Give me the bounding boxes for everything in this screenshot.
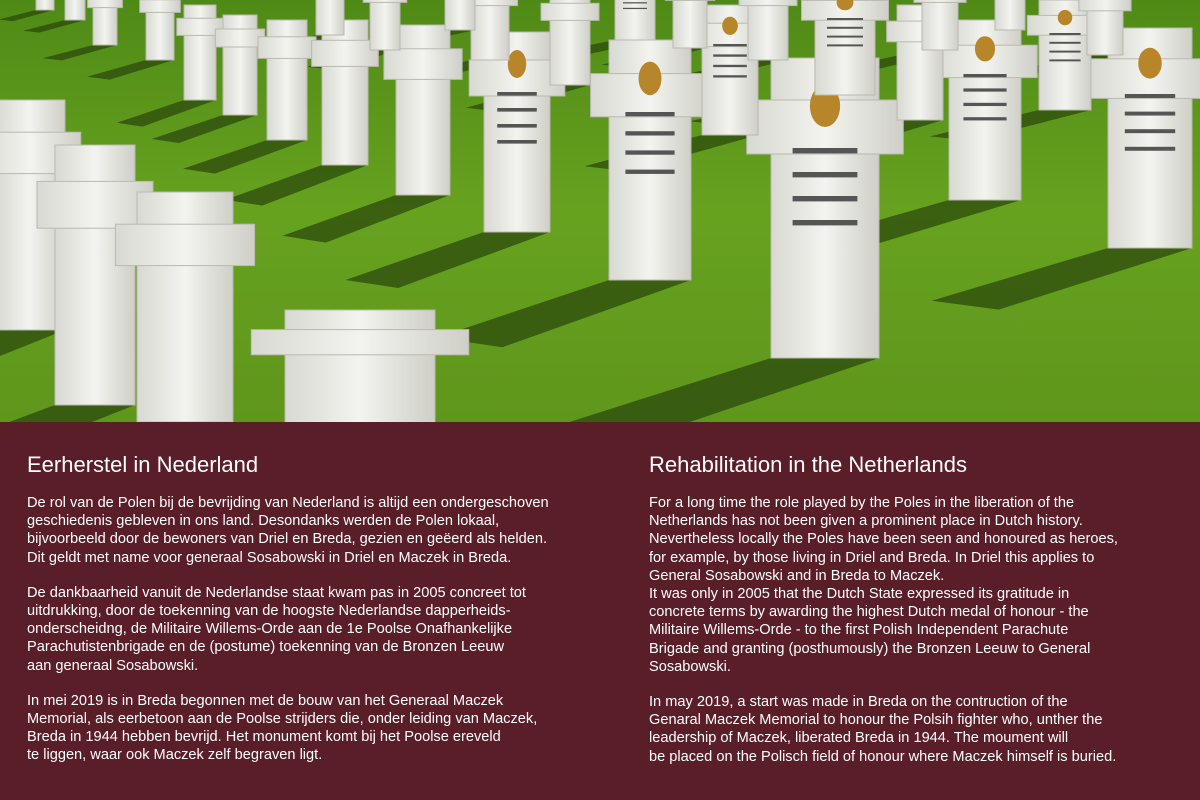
grave-cross [363,0,407,50]
dutch-paragraph-1: De rol van de Polen bij de bevrijding van Nederland is altijd een ondergeschoven geschiedenis gebleven in ons land. Desondanks werden de Polen lokaal, bijvoorbeeld door de bewoners van Driel en Breda, gezien en geëerd als helden. Dit geldt met name voor generaal Sosabowski in Driel en Maczek in Breda. [27,495,549,566]
grave-cross [1079,0,1131,55]
grave-cross [802,0,889,95]
inscription-line [623,2,647,3]
grave-cross [739,0,797,60]
inscription-line [1125,147,1175,151]
polish-eagle-emblem [508,50,526,78]
inscription-line [1049,42,1080,44]
inscription-line [625,112,674,116]
grave-cross [177,5,223,100]
inscription-line [793,196,858,201]
english-paragraph-1: For a long time the role played by the Poles in the liberation of the Netherlands has not been given a prominent place in Dutch history. Nevertheless locally the Poles have been seen and honoured as heroes, for example, by those living in Driel and Breda. In Driel this applies to General Sosabowski and in Breda to Maczek. [649,495,1118,584]
inscription-line [1125,112,1175,116]
grave-cross [914,0,966,50]
grave-cross [665,0,714,48]
grave-cross [988,0,1032,30]
inscription-line [1049,59,1080,61]
inscription-line [497,140,537,144]
inscription-line [963,117,1006,120]
grave-cross [215,15,264,115]
grave-cross [140,0,181,60]
inscription-line [713,54,747,56]
inscription-line [625,150,674,154]
inscription-line [713,75,747,77]
polish-eagle-emblem [1058,10,1073,25]
inscription-line [713,44,747,46]
dutch-column [27,452,627,782]
inscription-line [963,103,1006,106]
polish-eagle-emblem [1138,48,1162,79]
english-title: Rehabilitation in the Netherlands [649,452,967,477]
grave-cross [61,0,90,20]
grave-cross [312,20,379,165]
inscription-line [793,148,858,153]
grave-cross [606,0,664,40]
inscription-line [497,92,537,96]
inscription-line [1049,51,1080,53]
inscription-line [827,18,863,20]
inscription-line [793,172,858,177]
inscription-line [1125,129,1175,133]
dutch-paragraph-3: In mei 2019 is in Breda begonnen met de bouw van het Generaal Maczek Memorial, als eerbetoon aan de Poolse strijders die, onder leiding van Maczek, Breda in 1944 hebben bevrijd. Het monument komt bij het Poolse ereveld te liggen, waar ook Maczek zelf begraven ligt. [27,692,538,764]
inscription-line [713,65,747,67]
grave-cross [541,0,599,85]
inscription-line [497,108,537,112]
inscription-line [827,27,863,29]
grave-cross [310,0,351,35]
grave-cross [32,0,58,10]
english-paragraph-2: It was only in 2005 that the Dutch State expressed its gratitude in concrete terms by awarding the highest Dutch medal of honour - the Militaire Willems-Orde - to the first Polish Independent Parachute Brigade and granting (posthumously) the Bronzen Leeuw to General Sosabowski. [649,586,1091,675]
inscription-line [793,220,858,225]
english-column [649,452,1189,783]
inscription-line [1049,33,1080,35]
grave-cross [438,0,482,30]
english-paragraph-3: In may 2019, a start was made in Breda on the contruction of the Genaral Maczek Memorial to honour the Polsih fighter who, unther the leadership of Maczek, liberated Breda in 1944. The moument will be placed on the Polisch field of honour where Maczek himself is buried. [649,694,1117,765]
inscription-line [497,124,537,128]
inscription-line [827,36,863,38]
dutch-paragraph-2: De dankbaarheid vanuit de Nederlandse staat kwam pas in 2005 concreet tot uitdrukking, door de toekenning van de hoogste Nederlandse dapperheids- onderscheidng, de Militaire Willems-Orde aan de 1e Poolse Onafhankelijke Parachutistenbrigade en de (postume) toekenning van de Bronzen Leeuw aan generaal Sosabowski. [27,584,526,674]
grave-cross [88,0,123,45]
inscription-line [827,44,863,46]
text-panel [0,422,1200,800]
polish-eagle-emblem [639,62,662,96]
inscription-line [623,8,647,9]
dutch-title: Eerherstel in Nederland [27,452,259,477]
inscription-line [1125,94,1175,98]
polish-eagle-emblem [722,17,738,35]
inscription-line [625,170,674,174]
grave-cross [258,20,316,140]
inscription-line [963,74,1006,77]
inscription-line [963,88,1006,91]
inscription-line [625,131,674,135]
polish-eagle-emblem [975,36,995,61]
